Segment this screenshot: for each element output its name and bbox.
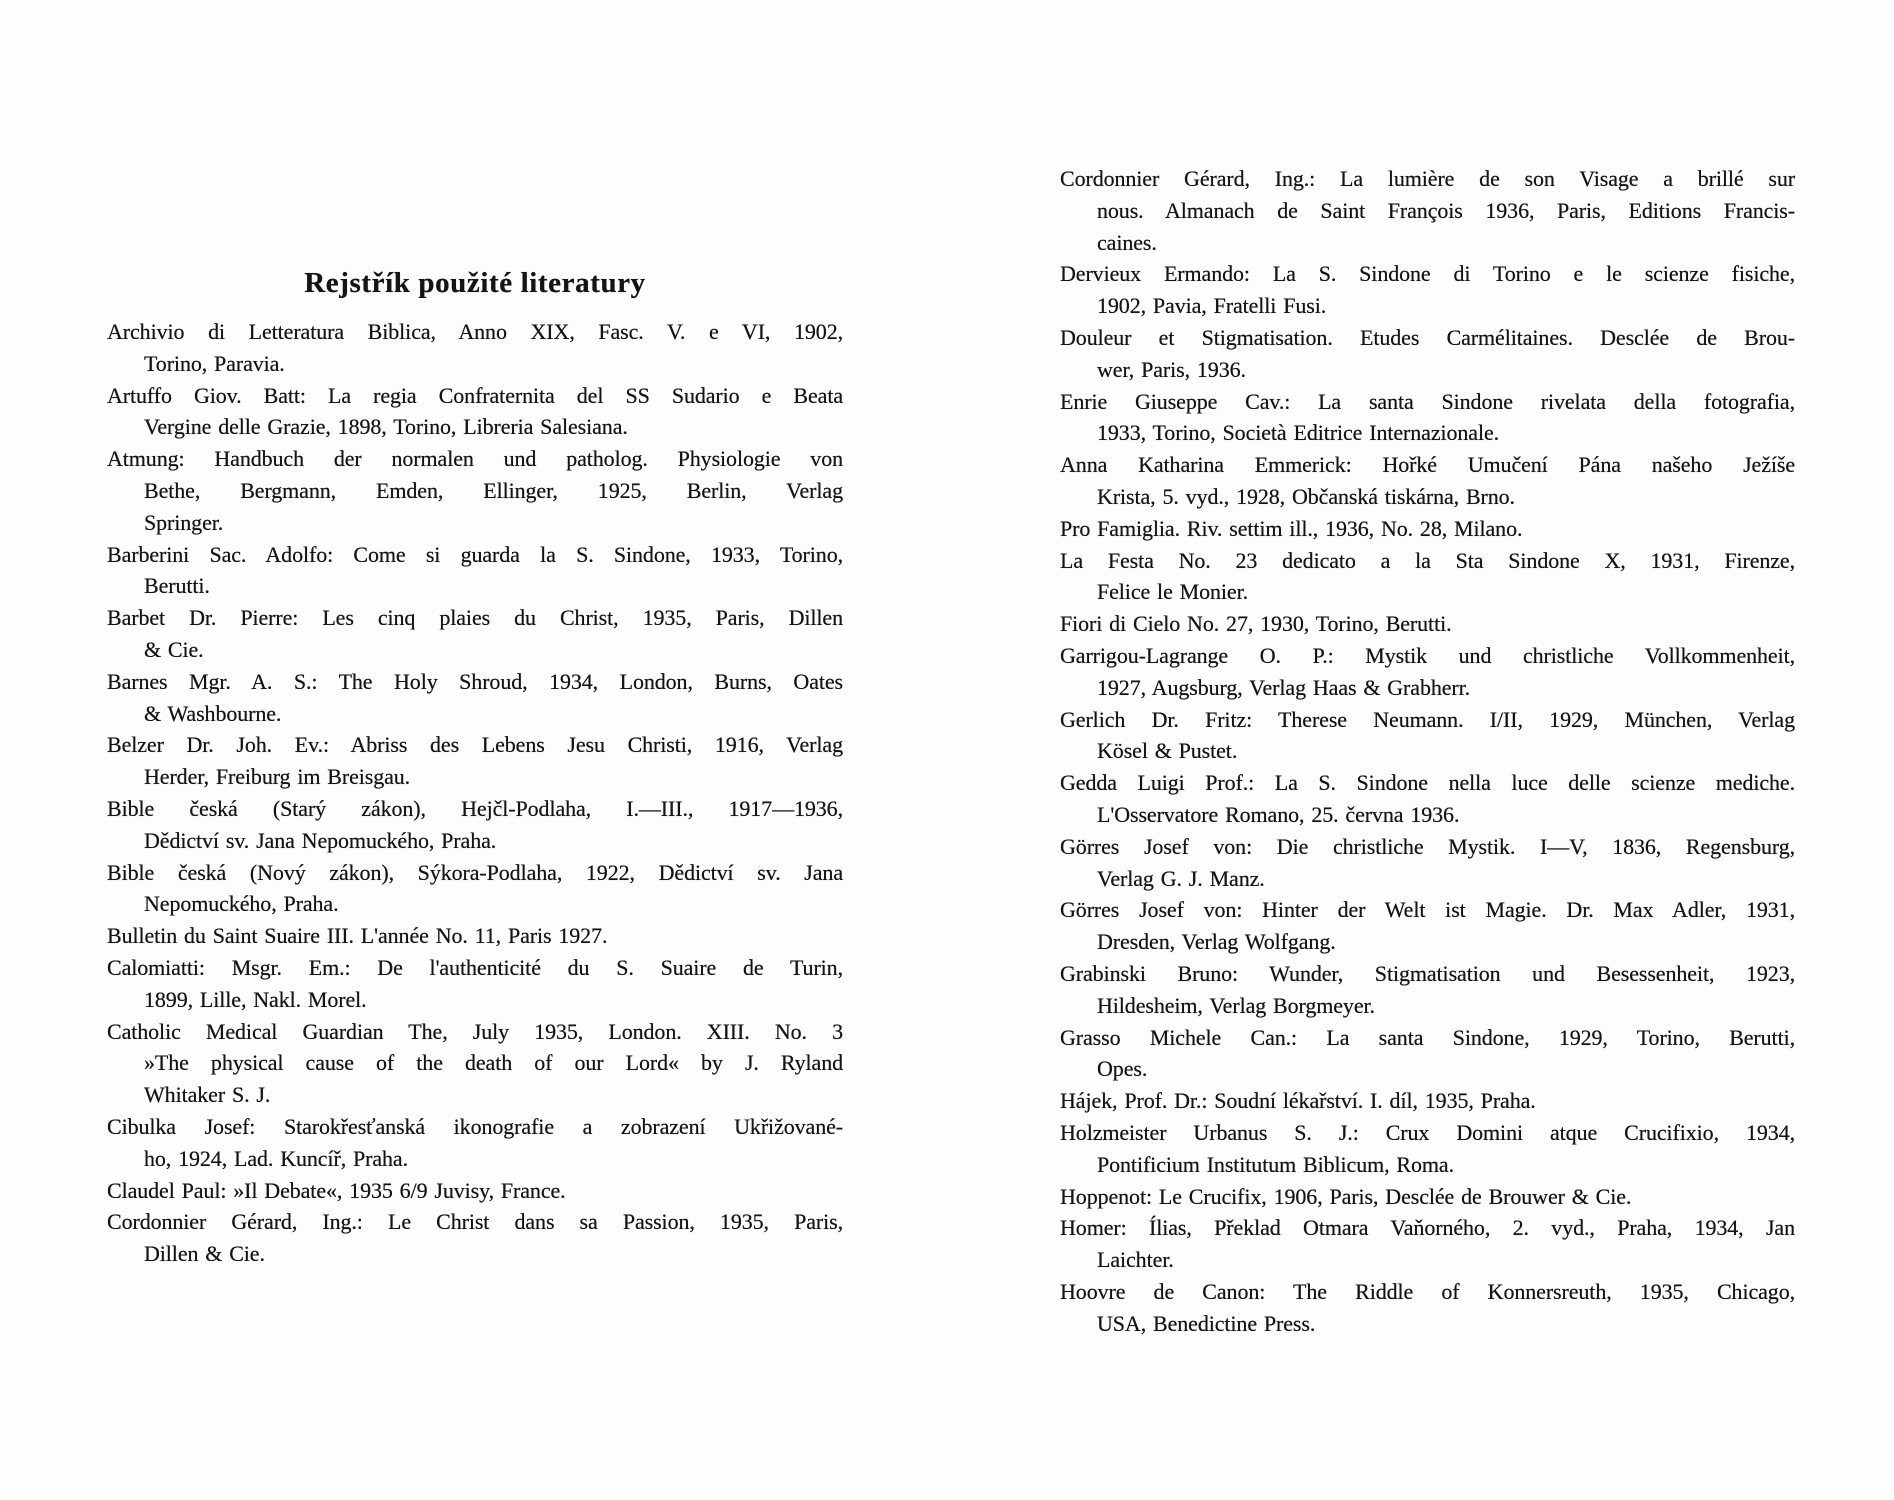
bib-line: Holzmeister Urbanus S. J.: Crux Domini atque Crucifixio, 1934,	[1060, 1119, 1795, 1145]
bib-line: Catholic Medical Guardian The, July 1935, London. XIII. No. 3	[107, 1018, 843, 1044]
bib-line: Vergine delle Grazie, 1898, Torino, Libreria Salesiana.	[144, 414, 628, 440]
bib-entry	[1060, 1212, 1795, 1276]
bib-line: L'Osservatore Romano, 25. června 1936.	[1097, 801, 1460, 827]
bib-line: Cibulka Josef: Starokřesťanská ikonografie a zobrazení Ukřižované-	[107, 1113, 843, 1139]
bib-line: Dědictví sv. Jana Nepomuckého, Praha.	[144, 827, 497, 853]
bib-entry	[1060, 704, 1795, 768]
bib-entry	[107, 602, 843, 666]
bib-line: Barberini Sac. Adolfo: Come si guarda la S. Sindone, 1933, Torino,	[107, 541, 843, 567]
bib-line: Pontificium Institutum Biblicum, Roma.	[1097, 1151, 1454, 1177]
bib-line: Görres Josef von: Hinter der Welt ist Magie. Dr. Max Adler, 1931,	[1060, 897, 1795, 923]
bib-line: ho, 1924, Lad. Kuncíř, Praha.	[144, 1145, 408, 1171]
bib-entry	[107, 666, 843, 730]
bib-line: Grabinski Bruno: Wunder, Stigmatisation und Besessenheit, 1923,	[1060, 960, 1795, 986]
bib-line: Anna Katharina Emmerick: Hořké Umučení Pána našeho Ježíše	[1060, 452, 1795, 478]
bib-line: 1899, Lille, Nakl. Morel.	[144, 986, 367, 1012]
bib-entry	[1060, 958, 1795, 1022]
bib-line: Garrigou-Lagrange O. P.: Mystik und christliche Vollkommenheit,	[1060, 642, 1795, 668]
bib-line: wer, Paris, 1936.	[1097, 356, 1246, 382]
bibliography-left-page	[107, 316, 843, 1270]
bib-entry	[1060, 831, 1795, 895]
bib-line: Torino, Paravia.	[144, 350, 285, 376]
bib-line: Grasso Michele Can.: La santa Sindone, 1929, Torino, Berutti,	[1060, 1024, 1795, 1050]
bib-line: Hoppenot: Le Crucifix, 1906, Paris, Desclée de Brouwer & Cie.	[1060, 1183, 1632, 1209]
bib-line: USA, Benedictine Press.	[1097, 1310, 1316, 1336]
bib-line: Berutti.	[144, 573, 210, 599]
bib-line: Belzer Dr. Joh. Ev.: Abriss des Lebens Jesu Christi, 1916, Verlag	[107, 732, 843, 758]
bib-line: Whitaker S. J.	[144, 1082, 271, 1108]
bib-line: Cordonnier Gérard, Ing.: Le Christ dans sa Passion, 1935, Paris,	[107, 1209, 843, 1235]
bibliography-right-page	[1060, 163, 1795, 1339]
bib-entry	[107, 380, 843, 444]
bib-line: Calomiatti: Msgr. Em.: De l'authenticité du S. Suaire de Turin,	[107, 954, 843, 980]
bib-line: Hájek, Prof. Dr.: Soudní lékařství. I. díl, 1935, Praha.	[1060, 1088, 1536, 1114]
bib-entry	[107, 316, 843, 380]
bib-line: Douleur et Stigmatisation. Etudes Carmélitaines. Desclée de Brou-	[1060, 324, 1795, 350]
bib-line: Bethe, Bergmann, Emden, Ellinger, 1925, Berlin, Verlag	[144, 477, 843, 503]
bib-line: Pro Famiglia. Riv. settim ill., 1936, No. 28, Milano.	[1060, 515, 1523, 541]
bib-line: Bible česká (Starý zákon), Hejčl-Podlaha, I.—III., 1917—1936,	[107, 795, 843, 821]
bib-entry	[1060, 545, 1795, 609]
bib-line: Görres Josef von: Die christliche Mystik. I—V, 1836, Regensburg,	[1060, 833, 1795, 859]
bib-line: Hildesheim, Verlag Borgmeyer.	[1097, 992, 1375, 1018]
bib-entry	[107, 857, 843, 921]
bib-entry	[1060, 608, 1795, 640]
bib-line: Barbet Dr. Pierre: Les cinq plaies du Christ, 1935, Paris, Dillen	[107, 605, 843, 631]
bib-entry	[107, 920, 843, 952]
bib-line: 1933, Torino, Società Editrice Internazionale.	[1097, 420, 1500, 446]
bib-line: caines.	[1097, 229, 1157, 255]
bib-entry	[1060, 1276, 1795, 1340]
bib-entry	[1060, 1117, 1795, 1181]
bib-line: Homer: Ílias, Překlad Otmara Vaňorného, 2. vyd., Praha, 1934, Jan	[1060, 1215, 1795, 1241]
bib-entry	[1060, 640, 1795, 704]
bib-entry	[107, 1016, 843, 1111]
page-title: Rejstřík použité literatury	[304, 267, 646, 300]
bib-line: Dresden, Verlag Wolfgang.	[1097, 929, 1336, 955]
bib-line: & Washbourne.	[144, 700, 282, 726]
bib-entry	[1060, 258, 1795, 322]
bib-line: Herder, Freiburg im Breisgau.	[144, 764, 411, 790]
bib-line: Fiori di Cielo No. 27, 1930, Torino, Berutti.	[1060, 611, 1452, 637]
bib-line: Felice le Monier.	[1097, 579, 1248, 605]
bib-entry	[107, 952, 843, 1016]
bib-line: Bulletin du Saint Suaire III. L'année No. 11, Paris 1927.	[107, 923, 608, 949]
bib-line: Springer.	[144, 509, 224, 535]
bib-entry	[1060, 894, 1795, 958]
bib-line: Artuffo Giov. Batt: La regia Confraternita del SS Sudario e Beata	[107, 382, 843, 408]
bib-entry	[1060, 163, 1795, 258]
bib-line: Opes.	[1097, 1056, 1148, 1082]
bib-line: Archivio di Letteratura Biblica, Anno XIX, Fasc. V. e VI, 1902,	[107, 319, 843, 344]
bib-line: Krista, 5. vyd., 1928, Občanská tiskárna, Brno.	[1097, 483, 1515, 509]
bib-line: 1902, Pavia, Fratelli Fusi.	[1097, 293, 1327, 319]
bib-line: Hoovre de Canon: The Riddle of Konnersreuth, 1935, Chicago,	[1060, 1278, 1795, 1304]
bib-entry	[107, 793, 843, 857]
bib-entry	[1060, 1181, 1795, 1213]
bib-line: Barnes Mgr. A. S.: The Holy Shroud, 1934, London, Burns, Oates	[107, 668, 843, 694]
bib-entry	[1060, 449, 1795, 513]
bib-entry	[107, 1175, 843, 1207]
bib-line: 1927, Augsburg, Verlag Haas & Grabherr.	[1097, 674, 1471, 700]
bib-line: nous. Almanach de Saint François 1936, Paris, Editions Francis-	[1097, 197, 1795, 223]
bib-entry	[1060, 322, 1795, 386]
bib-line: Dillen & Cie.	[144, 1241, 265, 1267]
bib-line: La Festa No. 23 dedicato a la Sta Sindone X, 1931, Firenze,	[1060, 547, 1795, 573]
bib-entry	[107, 539, 843, 603]
bib-entry	[107, 729, 843, 793]
bib-line: Verlag G. J. Manz.	[1097, 865, 1265, 891]
bib-entry	[1060, 513, 1795, 545]
bib-line: Gerlich Dr. Fritz: Therese Neumann. I/II, 1929, München, Verlag	[1060, 706, 1795, 732]
bib-line: Claudel Paul: »Il Debate«, 1935 6/9 Juvisy, France.	[107, 1177, 566, 1203]
bib-entry	[1060, 767, 1795, 831]
bib-line: Cordonnier Gérard, Ing.: La lumière de son Visage a brillé sur	[1060, 166, 1795, 191]
bib-line: & Cie.	[144, 636, 204, 662]
bib-line: Bible česká (Nový zákon), Sýkora-Podlaha, 1922, Dědictví sv. Jana	[107, 859, 843, 885]
bib-entry	[1060, 1022, 1795, 1086]
bib-entry	[107, 1206, 843, 1270]
bib-line: Kösel & Pustet.	[1097, 738, 1238, 764]
bib-entry	[1060, 1085, 1795, 1117]
bib-entry	[107, 1111, 843, 1175]
bib-line: Gedda Luigi Prof.: La S. Sindone nella luce delle scienze mediche.	[1060, 770, 1795, 796]
bib-line: Nepomuckého, Praha.	[144, 891, 339, 917]
bib-line: Atmung: Handbuch der normalen und patholog. Physiologie von	[107, 446, 843, 472]
bib-entry	[107, 443, 843, 538]
bib-line: Enrie Giuseppe Cav.: La santa Sindone rivelata della fotografia,	[1060, 388, 1795, 414]
bib-line: »The physical cause of the death of our Lord« by J. Ryland	[144, 1050, 843, 1076]
bib-line: Laichter.	[1097, 1247, 1174, 1273]
bib-entry	[1060, 386, 1795, 450]
bib-line: Dervieux Ermando: La S. Sindone di Torino e le scienze fisiche,	[1060, 261, 1795, 287]
